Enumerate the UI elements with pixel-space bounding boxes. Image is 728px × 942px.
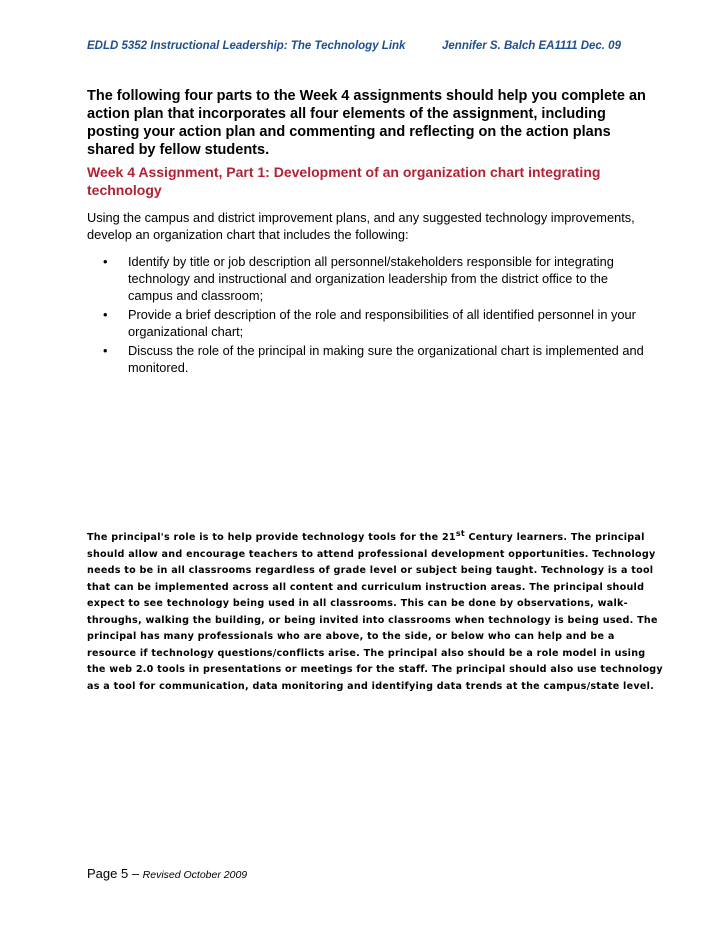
revision-note: Revised October 2009 [142,869,248,881]
intro-paragraph: The following four parts to the Week 4 assignments should help you complete an action plan that incorporates all four elements of the assignment, including posting your action plan and commenting and reflecting on the action plans shared by fellow students. [87,88,646,158]
author-info: Jennifer S. Balch EA1111 Dec. 09 [442,40,621,52]
bullet-icon: • [103,307,108,322]
part1-heading: Week 4 Assignment, Part 1: Development of an organization chart integrating technology [87,164,601,198]
response-text-end: Century learners. The principal should allow and encourage teachers to attend professional development opportunities. Technology needs to be in all classrooms regardless of grade level or subject being taught. Technology is a tool that can be implemented across all content and curriculum instruction areas. The principal should expect to see technology being used in all classrooms. This can be done by observations, walk-throughs, walking the building, or being invited into classrooms when technology is being used. The principal has many professionals who are above, to the side, or below who can help and be a resource if technology questions/conflicts arise. The principal also should be a role model in using the web 2.0 tools in presentations or meetings for the staff. The principal should also use technology as a tool for communication, data monitoring and identifying data trends at the campus/state level. [87,532,663,692]
bullet-icon: • [103,254,108,269]
page-footer [87,866,247,881]
response-text-start: The principal's role is to help provide technology tools for the 21 [87,532,456,544]
list-item [87,342,647,376]
course-title: EDLD 5352 Instructional Leadership: The Technology Link [87,40,406,52]
requirements-list [87,253,647,378]
bullet-icon: • [103,343,108,358]
principal-response [87,526,667,695]
list-item-text: Discuss the role of the principal in making sure the organizational chart is implemented and monitored. [128,343,644,375]
ordinal-suffix: st [455,529,465,538]
list-item-text: Provide a brief description of the role and responsibilities of all identified personnel in your organizational chart; [128,307,636,339]
part1-instructions: Using the campus and district improvement plans, and any suggested technology improvements, develop an organization chart that includes the following: [87,210,635,242]
list-item-text: Identify by title or job description all personnel/stakeholders responsible for integrating technology and instructional and organization leadership from the district office to the campus and classroom; [128,254,614,303]
page-number: Page 5 – [87,866,143,881]
list-item [87,306,647,340]
list-item [87,253,647,304]
